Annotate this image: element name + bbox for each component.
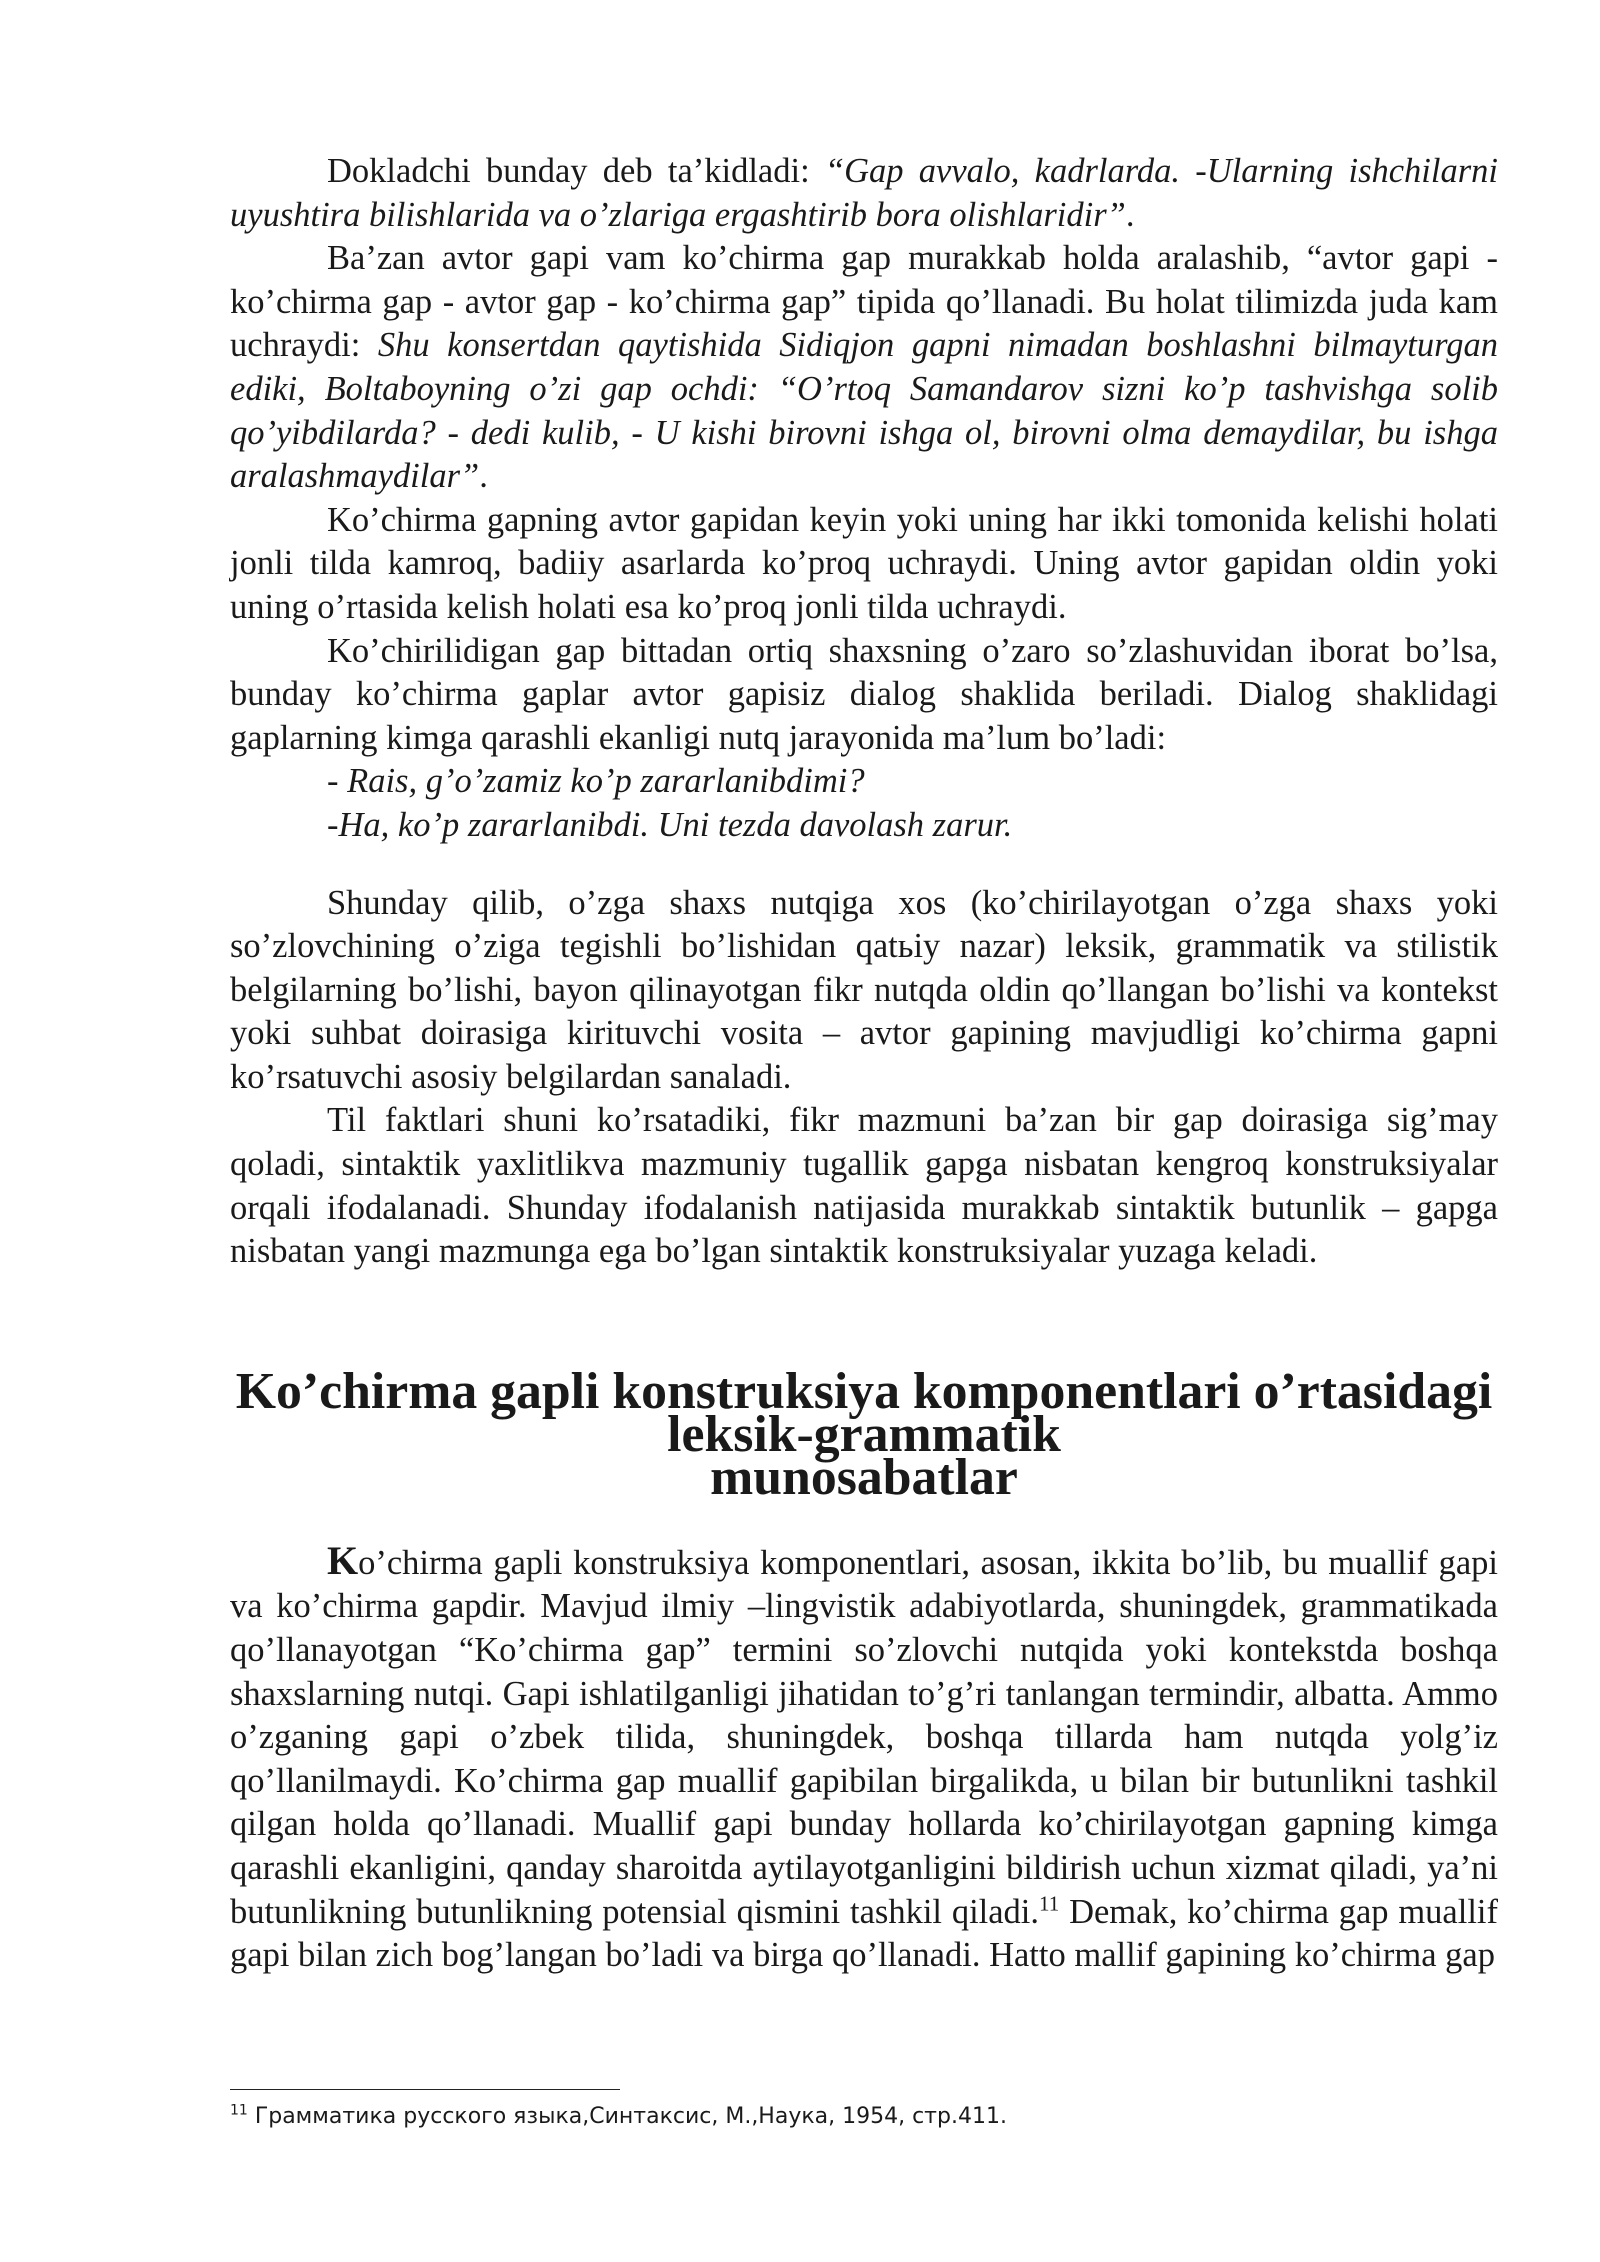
section-first-letter: K <box>327 1537 359 1583</box>
footnote-reference[interactable]: 11 <box>1039 1891 1060 1916</box>
paragraph-2-tail: . <box>479 457 488 496</box>
paragraph-5: Shunday qilib, o’zga shaxs nutqiga xos (ko’chirilayotgan o’zga shaxs yoki so’zlovchining o’ziga tegishli bo’lishidan qatьiy nazar) leksik, grammatik va stilistik belgilarning bo’lishi, bayon qilinayotgan fikr nutqda oldin qo’llangan bo’lishi va kontekst yoki suhbat doirasiga kirituvchi vosita – avtor gapining mavjudligi ko’chirma gapni ko’rsatuvchi asosiy belgilardan sanaladi. <box>230 883 1498 1096</box>
paragraph-2-lead: Ba’zan avtor gapi vam ko’chirma gap murakkab holda aralashib, “avtor gapi - ko’chirma gap - avtor gap - ko’chirma gap” tipida qo’llanadi. Bu holat tilimizda juda kam uchraydi: <box>230 239 1498 365</box>
paragraph-2 <box>230 237 1498 499</box>
dialog-line-1: - Rais, g’o’zamiz ko’p zararlanibdimi? <box>327 762 865 801</box>
footnote-number: 11 <box>230 2102 248 2119</box>
paragraph-3: Ko’chirma gapning avtor gapidan keyin yoki uning har ikki tomonida kelishi holati jonli tilda kamroq, badiiy asarlarda ko’proq uchraydi. Uning avtor gapidan oldin yoki uning o’rtasida kelish holati esa ko’proq jonli tilda uchraydi. <box>230 500 1498 626</box>
footnote-separator <box>230 2089 620 2090</box>
document-page <box>230 150 1498 1978</box>
section-text-part-1: o’chirma gapli konstruksiya komponentlari, asosan, ikkita bo’lib, bu muallif gapi va ko’chirma gapdir. Mavjud ilmiy –lingvistik adabiyotlarda, shuningdek, grammatikada qo’llanayotgan “Ko’chirma gap” termini so’zlovchi nutqida yoki kontekstda boshqa shaxslarning nutqi. Gapi ishlatilganligi jihatidan to’g’ri tanlangan termindir, albatta. Ammo o’zganing gapi o’zbek tilida, shuningdek, boshqa tillarda ham nutqda yolg’iz qo’llanilmaydi. Ko’chirma gap muallif gapibilan birgalikda, u bilan bir butunlikni tashkil qilgan holda qo’llanadi. Muallif gapi bunday hollarda ko’chirilayotgan gapning kimga qarashli ekanligini, qanday sharoitda aytilayotganligini bildirish uchun xizmat qiladi, ya’ni butunlikning butunlikning potensial qismini tashkil qiladi. <box>230 1543 1498 1931</box>
paragraph-1-lead: Dokladchi bunday deb ta’kidladi: <box>327 152 825 190</box>
section-paragraph <box>230 1539 1498 1978</box>
footnote-text: Грамматика русского языка,Синтаксис, М.,Наука, 1954, стр.411. <box>247 2104 1007 2129</box>
section-heading-line-1: Ko’chirma gapli konstruksiya komponentlari o’rtasidagi leksik-grammatik <box>235 1362 1493 1463</box>
spacer <box>230 848 1498 882</box>
paragraph-1 <box>230 150 1498 237</box>
paragraph-6: Til faktlari shuni ko’rsatadiki, fikr mazmuni ba’zan bir gap doirasiga sig’may qoladi, sintaktik yaxlitlikva mazmuniy tugallik gapga nisbatan kengroq konstruksiyalar orqali ifodalanadi. Shunday ifodalanish natijasida murakkab sintaktik butunlik – gapga nisbatan yangi mazmunga ega bo’lgan sintaktik konstruksiyalar yuzaga keladi. <box>230 1101 1498 1271</box>
spacer <box>230 1274 1498 1370</box>
paragraph-4: Ko’chirilidigan gap bittadan ortiq shaxsning o’zaro so’zlashuvidan iborat bo’lsa, bunday ko’chirma gaplar avtor gapisiz dialog shaklida beriladi. Dialog shaklidagi gaplarning kimga qarashli ekanligi nutq jarayonida ma’lum bo’ladi: <box>230 631 1498 757</box>
paragraph-2-example: Shu konsertdan qaytishida Sidiqjon gapni nimadan boshlashni bilmayturgan ediki, Boltaboyning o’zi gap ochdi: “O’rtoq Samandarov sizni ko’p tashvishga solib qo’yibdilarda? - dedi kulib, - U kishi birovni ishga ol, birovni olma demaydilar, bu ishga aralashmaydilar” <box>230 326 1498 496</box>
dialog-line-2: -Ha, ko’p zararlanibdi. Uni tezda davolash zarur. <box>327 805 1013 844</box>
paragraph-1-quote: “Gap avvalo, kadrlarda. -Ularning ishchilarni uyushtira bilishlarida va o’zlariga ergashtirib bora olishlaridir” <box>230 152 1498 234</box>
section-heading <box>230 1362 1498 1506</box>
paragraph-1-tail: . <box>1125 195 1135 234</box>
section-text-part-2: Demak, ko’chirma gap muallif gapi bilan zich bog’langan bo’ladi va birga qo’llanadi. Hatto mallif gapining ko’chirma gap <box>230 1892 1498 1975</box>
footnote <box>230 2102 1007 2132</box>
section-heading-line-2: munosabatlar <box>710 1448 1018 1506</box>
